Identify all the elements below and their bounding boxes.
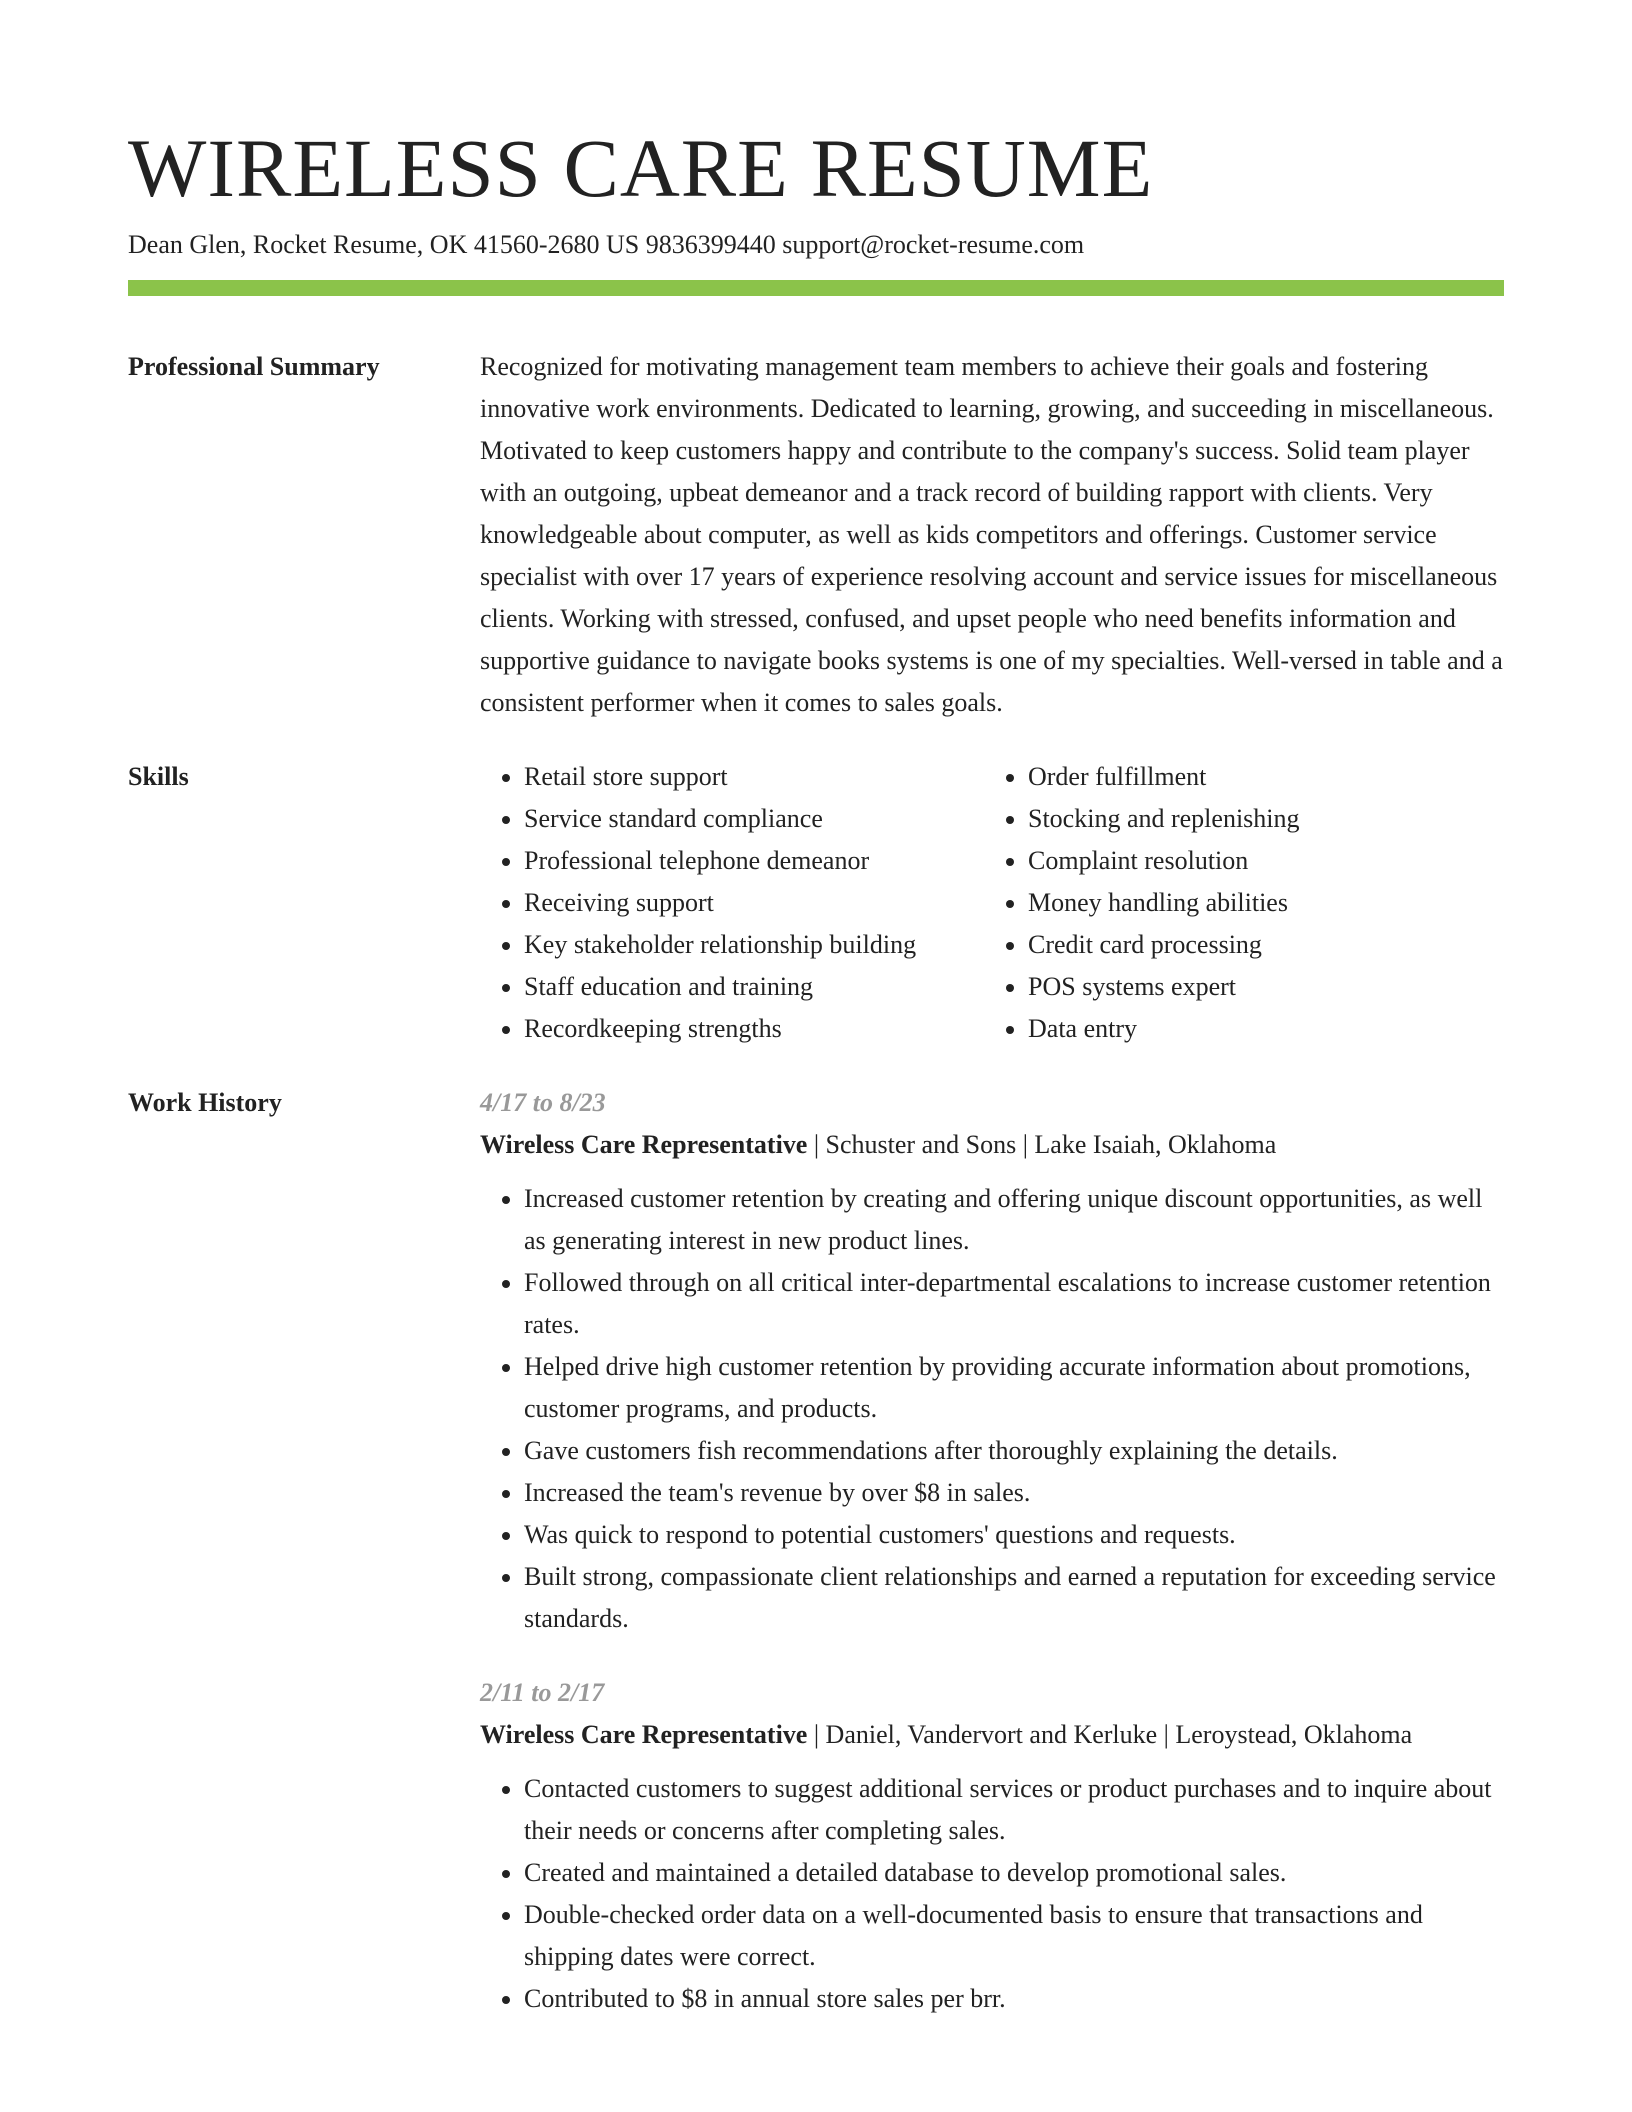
skill-item: • Staff education and training — [524, 966, 984, 1008]
skills-list-left — [480, 756, 984, 1050]
resume-title: WIRELESS CARE RESUME — [128, 122, 1154, 214]
skills-list-right — [984, 756, 1300, 1050]
job-bullet: • Built strong, compassionate client relationships and earned a reputation for exceeding service standards. — [524, 1556, 1504, 1640]
job-title: Wireless Care Representative — [480, 1130, 808, 1159]
skill-item: • Stocking and replenishing — [1028, 798, 1300, 840]
job-bullet: • Gave customers fish recommendations after thoroughly explaining the details. — [524, 1430, 1504, 1472]
skill-item: • Credit card processing — [1028, 924, 1300, 966]
section-label-skills: Skills — [128, 762, 189, 791]
job-title: Wireless Care Representative — [480, 1720, 808, 1749]
resume-page — [128, 118, 1504, 2020]
job-bullet: • Contributed to $8 in annual store sales per brr. — [524, 1978, 1504, 2020]
job-bullet: • Helped drive high customer retention by providing accurate information about promotions, customer programs, and products. — [524, 1346, 1504, 1430]
summary-text: Recognized for motivating management team members to achieve their goals and fostering innovative work environments. Dedicated to learning, growing, and succeeding in miscellaneous. Motivated to keep customers happy and contribute to the company's success. Solid team player with an outgoing, upbeat demeanor and a track record of building rapport with clients. Very knowledgeable about computer, as well as kids competitors and offerings. Customer service specialist with over 17 years of experience resolving account and service issues for miscellaneous clients. Working with stressed, confused, and upset people who need benefits information and supportive guidance to navigate books systems is one of my specialties. Well-versed in table and a consistent performer when it comes to sales goals. — [480, 352, 1503, 717]
skill-item: • Professional telephone demeanor — [524, 840, 984, 882]
job-entry — [480, 1082, 1504, 1640]
section-label-summary: Professional Summary — [128, 352, 380, 381]
job-bullets — [480, 1178, 1504, 1640]
job-bullet: • Created and maintained a detailed database to develop promotional sales. — [524, 1852, 1504, 1894]
job-details: | Schuster and Sons | Lake Isaiah, Oklahoma — [807, 1130, 1277, 1159]
skill-item: • Key stakeholder relationship building — [524, 924, 984, 966]
job-dates: 2/11 to 2/17 — [480, 1678, 605, 1707]
work-history-section — [128, 1082, 1504, 2020]
job-bullet: • Increased the team's revenue by over $8 in sales. — [524, 1472, 1504, 1514]
job-heading — [480, 1124, 1504, 1166]
job-dates: 4/17 to 8/23 — [480, 1088, 606, 1117]
job-bullet: • Double-checked order data on a well-documented basis to ensure that transactions and shipping dates were correct. — [524, 1894, 1504, 1978]
skill-item: • Money handling abilities — [1028, 882, 1300, 924]
skill-item: • Retail store support — [524, 756, 984, 798]
job-entry — [480, 1672, 1504, 2020]
skill-item: • Data entry — [1028, 1008, 1300, 1050]
skill-item: • Receiving support — [524, 882, 984, 924]
job-bullet: • Was quick to respond to potential customers' questions and requests. — [524, 1514, 1504, 1556]
contact-line: Dean Glen, Rocket Resume, OK 41560-2680 US 9836399440 support@rocket-resume.com — [128, 230, 1085, 259]
professional-summary-section — [128, 346, 1504, 724]
job-bullets — [480, 1768, 1504, 2020]
skills-section — [128, 756, 1504, 1050]
skill-item: • Service standard compliance — [524, 798, 984, 840]
skills-columns — [480, 756, 1504, 1050]
work-history-body — [480, 1082, 1504, 2020]
job-bullet: • Increased customer retention by creating and offering unique discount opportunities, as well as generating interest in new product lines. — [524, 1178, 1504, 1262]
job-details: | Daniel, Vandervort and Kerluke | Leroystead, Oklahoma — [807, 1720, 1413, 1749]
skill-item: • Complaint resolution — [1028, 840, 1300, 882]
job-heading — [480, 1714, 1504, 1756]
job-bullet: • Contacted customers to suggest additional services or product purchases and to inquire about their needs or concerns after completing sales. — [524, 1768, 1504, 1852]
skill-item: • POS systems expert — [1028, 966, 1300, 1008]
header-divider — [128, 280, 1504, 296]
skill-item: • Recordkeeping strengths — [524, 1008, 984, 1050]
job-bullet: • Followed through on all critical inter-departmental escalations to increase customer retention rates. — [524, 1262, 1504, 1346]
skill-item: • Order fulfillment — [1028, 756, 1300, 798]
section-label-work: Work History — [128, 1088, 282, 1117]
